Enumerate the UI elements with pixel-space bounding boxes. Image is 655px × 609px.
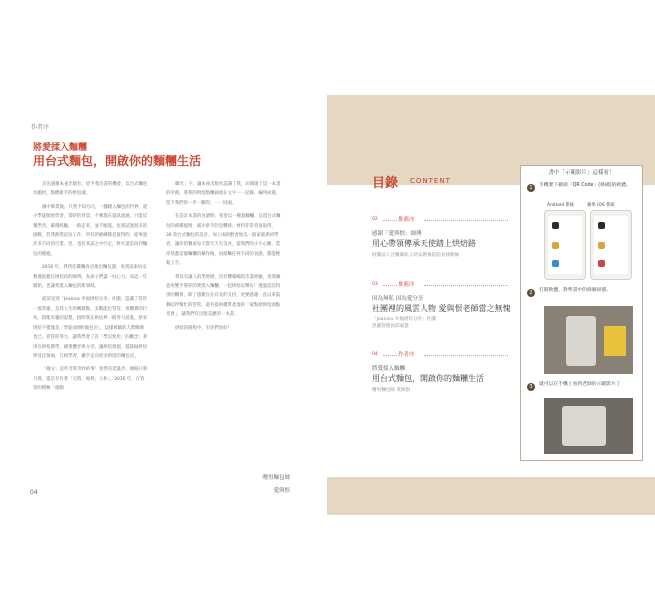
scanning-photo — [544, 306, 633, 374]
toc-dotted-rule — [424, 285, 508, 286]
qr-app-icon — [598, 242, 605, 249]
toc-entry-author: 「Jeanica 幸福烘焙分享」社團 黑嚴管理員邱嘉慧 — [372, 317, 436, 329]
toc-dotted-rule — [383, 355, 397, 356]
qr-app-icon — [598, 222, 605, 229]
toc-dotted-rule — [424, 220, 508, 221]
toc-entry-tag: 推薦序 — [398, 282, 415, 288]
preface-paragraph: 曝光」下，讓朱雀出版社認識了我，而開啟了這一本書的序曲，將我的烘焙點麵滴流在文字一一記錄，編列成冊，留下我們的一步一腳印，一一回頭。 — [166, 182, 281, 206]
qr-app-icon — [552, 242, 559, 249]
platform-labels — [547, 202, 615, 208]
page-number: 04 — [30, 489, 38, 496]
toc-entry-author: 曙男麵包師 愛與恨 — [372, 388, 411, 393]
toc-entry-line1: 因為無私 因為愛分享 — [372, 296, 424, 302]
preface-paragraph: 烘焙的路程中，有你們真好！ — [175, 325, 233, 331]
book-page-icon — [604, 326, 626, 356]
signature-title: 曙男麵包師 — [262, 475, 290, 481]
toc-entry-author: 財團法人宜蘭縣私立幼安教養院院長林勤妹 — [372, 253, 460, 258]
preface-paragraph: 從前受到「Jeanica 幸福烘焙分享」社團，認識了管管一群甚麼，是我人生的轉捩點，多數能位管管，用機實的行為，搭配有趣的思想，指明我在烘焙界一路努力前進，原來烘焙不僅僅是「學徒(師傅)做包店」，這樣被賦的人際關係也已，管管的努力，讓我學會了許「學以致用」的觀念；著用在烘焙教學，藉著體弄與分享，讓烘焙發現，鼓鼓做烘焙界首比領袖，互相學習，攜手走向更多烘焙的麵包店。 — [33, 297, 148, 359]
preface-column-2 — [166, 180, 281, 337]
phone-in-hand-icon — [566, 316, 596, 366]
preface-paragraph: 「緣分」是件非常奇妙的事！曾然有延誰步，網路日新月異，還是存在著「天時、地利、人和」，2016 年，在管管的積極「推動 — [33, 367, 148, 392]
step-3-badge: 3 — [527, 383, 535, 391]
preface-paragraph: 我沒有讓人的學經歷，沒有響噹噹的出書經驗，但我願意用雙手將你的愛揉入麵糰，一起烘焙玩樂玩！透過這次特別的機會，除了感謝自在有長的支持，更要感謝一直以來鼓舞陪伴幫忙的管管，還有提供優質產地的「蒙點原烘焙酒點堂會」，讓我們有出版美麗的一本書。 — [166, 274, 281, 318]
toc-entry-line1: 感謝「愛與恨」師傅 — [372, 231, 422, 237]
preface-title-line1: 將愛揉入麵糰 — [33, 143, 88, 153]
toc-entry-title: 社團裡的風雲人物 愛與恨老師當之無愧 — [372, 304, 511, 313]
preface-paragraph: 國中畢業後，只然不知方向，一腳踏入麵包的世界，從小學徒開始學習，當時的背景，不乘現在資訊流通，只能反覆學習，累積經驗，一路走來，並不順遂，也嘗試過很多的挑戰，但我熱愛這份工作，所有的磨練都是值得的，從事過許多不同的行業，但，也於其試之中巨定，終究還是回到麵包的懷抱。 — [33, 204, 148, 257]
qr-app-icon — [598, 260, 605, 267]
step-2-badge: 2 — [527, 289, 535, 297]
step-3-text: 就可以在手機上看到老師的示範影片了 — [539, 382, 621, 387]
toc-entry-line1: 將愛揉入麵糰 — [372, 366, 406, 372]
android-label: Android 系統 — [547, 203, 575, 208]
left-page — [0, 0, 327, 609]
ios-label: 蘋果 iOS 系統 — [586, 203, 615, 208]
toc-entry-title: 用台式麵包，開啟你的麵糰生活 — [372, 374, 484, 383]
author-preface-label: 作者序 — [31, 124, 50, 131]
signature-name: 愛與恨 — [273, 488, 290, 494]
phone-screen-icon — [562, 406, 606, 446]
preface-paragraph: 在設計本書的食譜時，希望以一種超麵糰，呈現台式麵包的萬種風情，減少新手的恐懼感，材料非常容易取得，30 款台式麵包的設計，加上兩款醇香地瓜一般家庭與初學者，讓你的餐桌每天都天天有美食，從我們的小小心願，當你熟悉這個麵糰的操作後，再接觸任何不同的食譜，都能輕鬆上手。 — [166, 214, 281, 267]
toc-title: 目錄 — [372, 176, 399, 191]
ios-phone-image — [590, 210, 632, 280]
toc-dotted-rule — [383, 285, 397, 286]
video-playback-photo — [544, 398, 633, 454]
toc-entry-page-num: 02 — [372, 217, 378, 222]
kraft-paper-band-bottom — [327, 477, 655, 515]
step-1-text: 手機要下載掃「QR Code」(條碼)的軟體。 — [539, 183, 631, 188]
android-phone-image — [544, 210, 586, 280]
preface-paragraph: 首先感謝朱雀出版社，給予我出書的機會，以台式麵包為題材，點燃新手的烘焙魂。 — [33, 182, 148, 197]
step-1-badge: 1 — [527, 184, 535, 192]
toc-entry-page-num: 03 — [372, 282, 378, 287]
toc-entry-tag: 推薦序 — [398, 217, 415, 223]
toc-entry-tag: 作者序 — [398, 352, 415, 358]
toc-entry-title: 用心帶領傳承天使踏上烘焙路 — [372, 239, 476, 248]
step-2-text: 打開軟體，對準書中的條碼掃描。 — [539, 288, 611, 293]
qr-app-icon — [552, 260, 559, 267]
toc-entry-page-num: 04 — [372, 352, 378, 357]
toc-dotted-rule — [383, 220, 397, 221]
toc-dotted-rule — [424, 355, 508, 356]
preface-column-1 — [33, 180, 148, 398]
preface-title-line2: 用台式麵包，開啟你的麵糰生活 — [33, 154, 202, 168]
qr-box-header: 書中「示範影片」這樣看！ — [548, 170, 615, 176]
qr-app-icon — [552, 222, 559, 229]
preface-paragraph: 2016 年，我所任職麵食店推出麵包課，來到前東坊安教養院擔任烘焙坊的師傅，為孩子們盡一份心力，而這一年開始，也讓我進入麵包的新領域。 — [33, 265, 148, 290]
toc-subtitle: CONTENT — [410, 177, 451, 185]
